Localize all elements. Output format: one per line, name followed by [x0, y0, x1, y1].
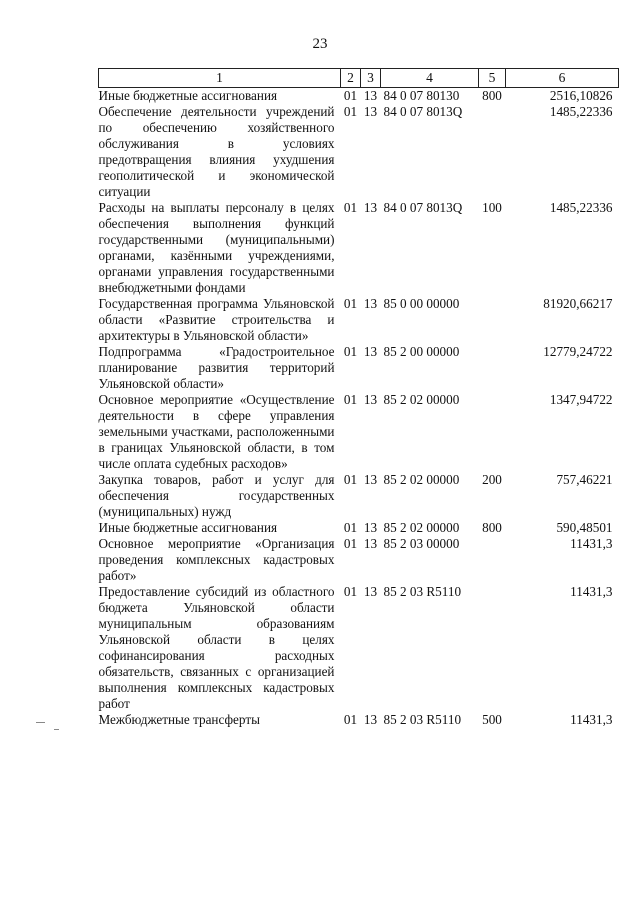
table-row	[99, 536, 619, 584]
cell-sum: 1347,94722	[549, 392, 613, 407]
cell-sum: 11431,3	[570, 584, 613, 599]
cell-csr: 85 2 02 00000	[383, 392, 460, 407]
cell-subsec: 13	[363, 104, 378, 119]
scan-mark	[36, 722, 45, 723]
column-header: 6	[506, 69, 619, 88]
cell-vr	[479, 392, 506, 472]
cell-name: Обеспечение деятельности учреждений по обеспечению хозяйственного обслуживания в условиях предотвращения влияния ухудшения геополитической и экономической ситуации	[98, 104, 335, 199]
cell-name: Предоставление субсидий из областного бюджета Ульяновской области муниципальным образованиям Ульяновской области в целях софинансирования расходных обязательств, связанных с организацией выполнения комплексных кадастровых работ	[98, 584, 335, 711]
cell-csr: 84 0 07 8013Q	[383, 104, 463, 119]
table-body	[99, 88, 619, 729]
table-row	[99, 584, 619, 712]
cell-sum: 2516,10826	[549, 88, 613, 103]
cell-name: Подпрограмма «Градостроительное планирование развития территорий Ульяновской области»	[98, 344, 335, 391]
cell-sec: 01	[343, 520, 358, 535]
cell-name: Основное мероприятие «Организация проведения комплексных кадастровых работ»	[98, 536, 335, 583]
cell-name: Закупка товаров, работ и услуг для обеспечения государственных (муниципальных) нужд	[98, 472, 335, 519]
column-header: 3	[361, 69, 381, 88]
cell-sum: 11431,3	[570, 536, 613, 551]
cell-name: Межбюджетные трансферты	[98, 712, 260, 727]
cell-subsec: 13	[363, 200, 378, 215]
cell-subsec: 13	[363, 520, 378, 535]
cell-sec: 01	[343, 392, 358, 407]
cell-sec: 01	[343, 584, 358, 599]
cell-sum: 1485,22336	[549, 200, 613, 215]
cell-subsec: 13	[363, 472, 378, 487]
cell-name: Иные бюджетные ассигнования	[98, 88, 278, 103]
cell-sec: 01	[343, 344, 358, 359]
cell-vr: 800	[482, 88, 502, 103]
cell-csr: 85 2 00 00000	[383, 344, 460, 359]
cell-sum: 1485,22336	[549, 104, 613, 119]
table-row	[99, 344, 619, 392]
cell-vr	[479, 344, 506, 392]
cell-csr: 84 0 07 8013Q	[383, 200, 463, 215]
cell-csr: 85 2 03 R5110	[383, 712, 462, 727]
cell-name: Государственная программа Ульяновской области «Развитие строительства и архитектуры в Ульяновской области»	[98, 296, 335, 343]
cell-name: Расходы на выплаты персоналу в целях обеспечения выполнения функций государственными (муниципальными) органами, казёнными учреждениями, органами управления государственными внебюджетными фондами	[98, 200, 335, 295]
column-header: 1	[99, 69, 341, 88]
table-row	[99, 104, 619, 200]
column-header: 5	[479, 69, 506, 88]
cell-sec: 01	[343, 536, 358, 551]
cell-sec: 01	[343, 712, 358, 727]
cell-sec: 01	[343, 200, 358, 215]
cell-sec: 01	[343, 88, 358, 103]
cell-csr: 85 2 03 R5110	[383, 584, 462, 599]
cell-csr: 84 0 07 80130	[383, 88, 460, 103]
cell-subsec: 13	[363, 88, 378, 103]
column-header: 4	[381, 69, 479, 88]
budget-table	[98, 68, 619, 728]
cell-vr: 500	[482, 712, 502, 727]
scan-mark	[54, 729, 59, 730]
cell-sum: 12779,24722	[543, 344, 613, 359]
cell-subsec: 13	[363, 392, 378, 407]
table-row	[99, 520, 619, 536]
column-header: 2	[341, 69, 361, 88]
table-row	[99, 296, 619, 344]
cell-vr: 800	[482, 520, 502, 535]
cell-vr	[479, 104, 506, 200]
cell-csr: 85 2 02 00000	[383, 472, 460, 487]
cell-subsec: 13	[363, 344, 378, 359]
cell-vr	[479, 296, 506, 344]
cell-sum: 757,46221	[556, 472, 613, 487]
cell-vr	[479, 536, 506, 584]
cell-vr	[479, 584, 506, 712]
cell-name: Иные бюджетные ассигнования	[98, 520, 278, 535]
table-row	[99, 712, 619, 728]
cell-sec: 01	[343, 296, 358, 311]
page-number: 23	[312, 36, 328, 52]
cell-sum: 11431,3	[570, 712, 613, 727]
table-row	[99, 472, 619, 520]
cell-csr: 85 2 02 00000	[383, 520, 460, 535]
cell-csr: 85 0 00 00000	[383, 296, 460, 311]
cell-subsec: 13	[363, 712, 378, 727]
cell-sum: 590,48501	[556, 520, 613, 535]
cell-sec: 01	[343, 472, 358, 487]
table-row	[99, 200, 619, 296]
cell-subsec: 13	[363, 296, 378, 311]
cell-vr: 200	[482, 472, 502, 487]
cell-subsec: 13	[363, 584, 378, 599]
table-header-row	[99, 69, 619, 88]
table-row	[99, 88, 619, 105]
cell-csr: 85 2 03 00000	[383, 536, 460, 551]
cell-subsec: 13	[363, 536, 378, 551]
cell-name: Основное мероприятие «Осуществление деятельности в сфере управления земельными участками, расположенными в границах Ульяновской области, в том числе оплата судебных расходов»	[98, 392, 335, 471]
cell-vr: 100	[482, 200, 502, 215]
cell-sum: 81920,66217	[543, 296, 613, 311]
table-row	[99, 392, 619, 472]
cell-sec: 01	[343, 104, 358, 119]
